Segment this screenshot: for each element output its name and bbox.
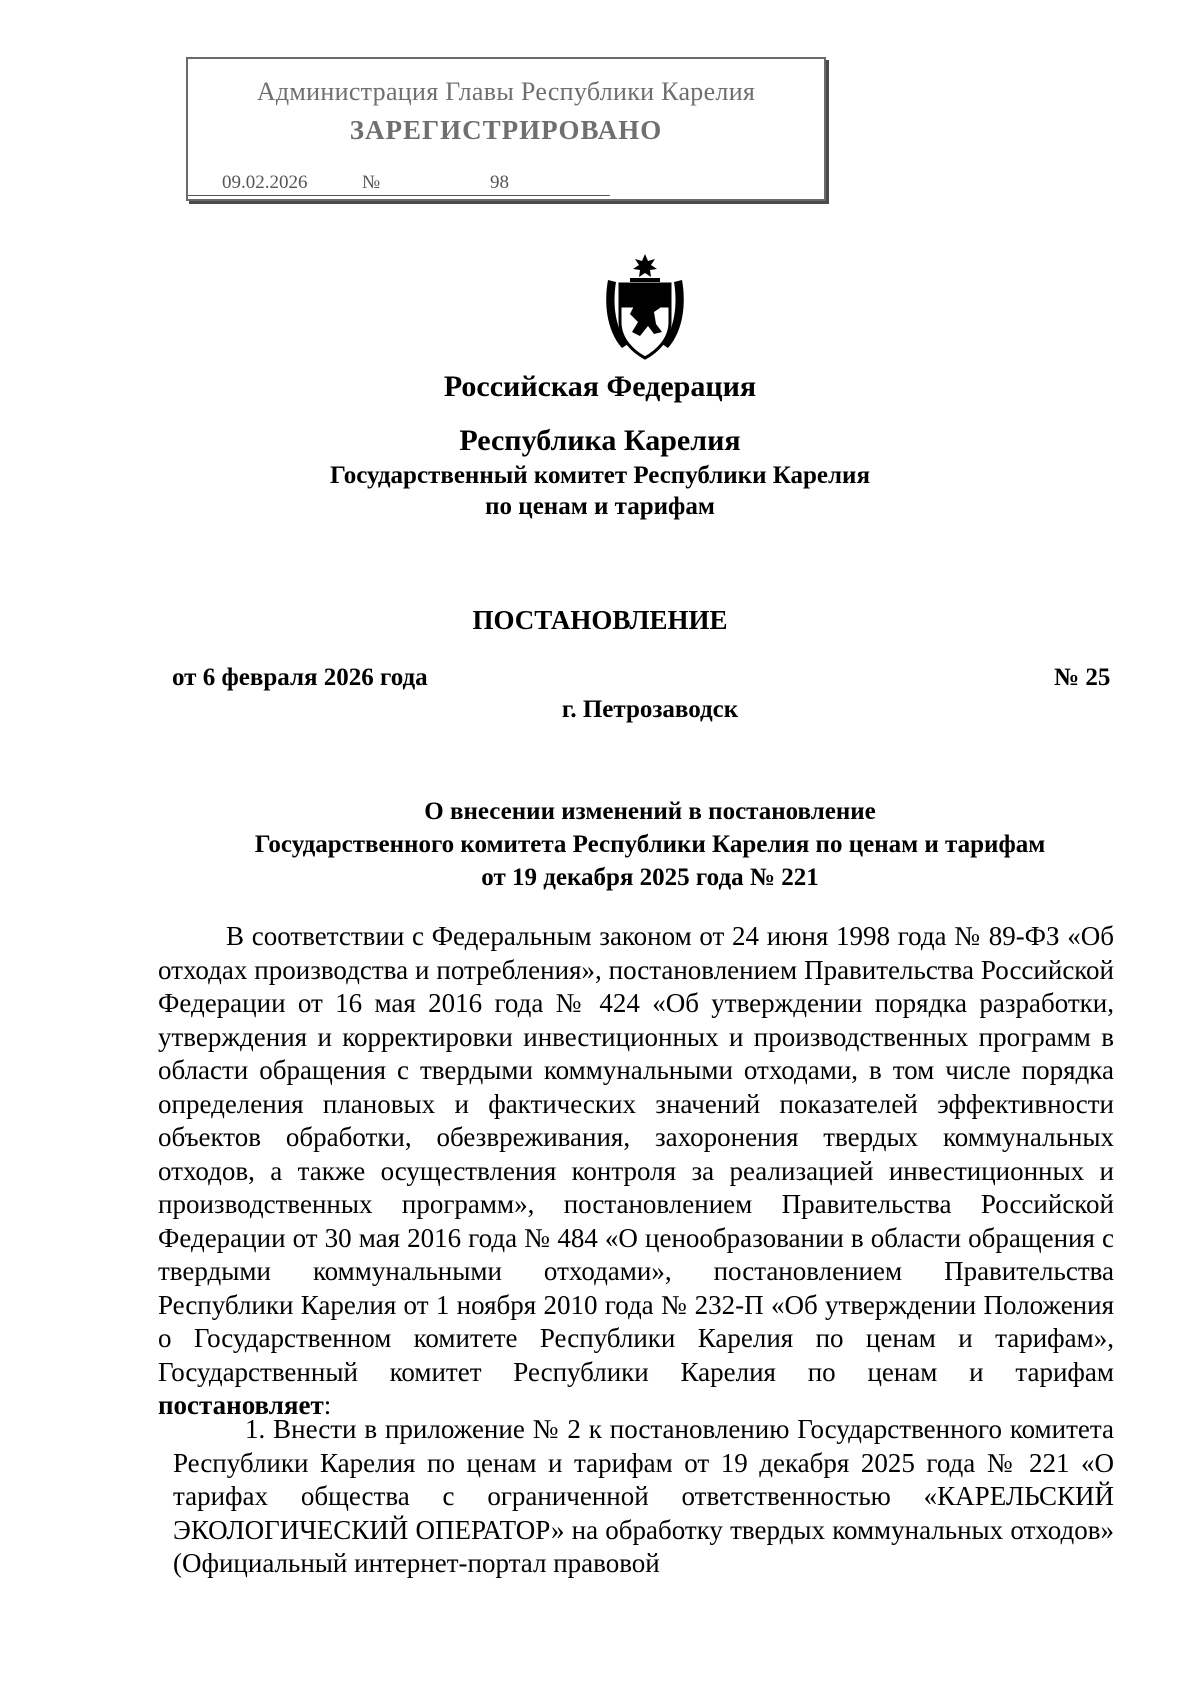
karelia-coat-of-arms-icon xyxy=(600,252,690,362)
preamble-colon: : xyxy=(323,1390,332,1420)
stamp-number: 98 xyxy=(490,172,509,193)
stamp-status: ЗАРЕГИСТРИРОВАНО xyxy=(349,115,663,145)
registration-stamp xyxy=(186,57,826,201)
stamp-authority: Администрация Главы Республики Карелия xyxy=(256,77,756,106)
document-title xyxy=(150,795,1150,894)
preamble-paragraph xyxy=(158,920,1114,1423)
stamp-date: 09.02.2026 xyxy=(222,172,308,193)
committee-heading-line2: по ценам и тарифам xyxy=(485,493,715,520)
republic-heading: Республика Карелия xyxy=(459,424,741,457)
document-type: ПОСТАНОВЛЕНИЕ xyxy=(472,605,728,635)
stamp-number-sign: № xyxy=(362,172,381,193)
committee-heading-line1: Государственный комитет Республики Карелия xyxy=(330,462,870,489)
document-date: от 6 февраля 2026 года xyxy=(172,664,428,691)
document-city: г. Петрозаводск xyxy=(561,696,739,723)
document-number: № 25 xyxy=(1054,664,1111,691)
title-line3: от 19 декабря 2025 года № 221 xyxy=(481,864,819,891)
item-1-paragraph: 1. Внести в приложение № 2 к постановлению Государственного комитета Республики Карелия по ценам и тарифам от 19 декабря 2025 года № 221 «О тарифах общества с ограниченной ответственностью «КАРЕЛЬСКИЙ ЭКОЛОГИЧЕСКИЙ ОПЕРАТОР» на обработку твердых коммунальных отходов» (Официальный интернет-портал правовой xyxy=(173,1414,1114,1578)
title-line1: О внесении изменений в постановление xyxy=(424,798,876,825)
resolves-word: постановляет xyxy=(158,1390,324,1420)
stamp-underline xyxy=(188,195,610,196)
country-heading: Российская Федерация xyxy=(443,370,757,403)
preamble-text: В соответствии с Федеральным законом от 24 июня 1998 года № 89-ФЗ «Об отходах производства и потребления», постановлением Правительства Российской Федерации от 16 мая 2016 года № 424 «Об утверждении порядка разработки, утверждения и корректировки инвестиционных и производственных программ в области обращения с твердыми коммунальными отходами, в том числе порядка определения плановых и фактических значений показателей эффективности объектов обработки, обезвреживания, захоронения твердых коммунальных отходов, а также осуществления контроля за реализацией инвестиционных и производственных программ», постановлением Правительства Российской Федерации от 30 мая 2016 года № 484 «О ценообразовании в области обращения с твердыми коммунальными отходами», постановлением Правительства Республики Карелия от 1 ноября 2010 года № 232-П «Об утверждении Положения о Государственном комитете Республики Карелия по ценам и тарифам», Государственный комитет Республики Карелия по ценам и тарифам xyxy=(158,921,1114,1387)
title-line2: Государственного комитета Республики Карелия по ценам и тарифам xyxy=(254,831,1046,858)
